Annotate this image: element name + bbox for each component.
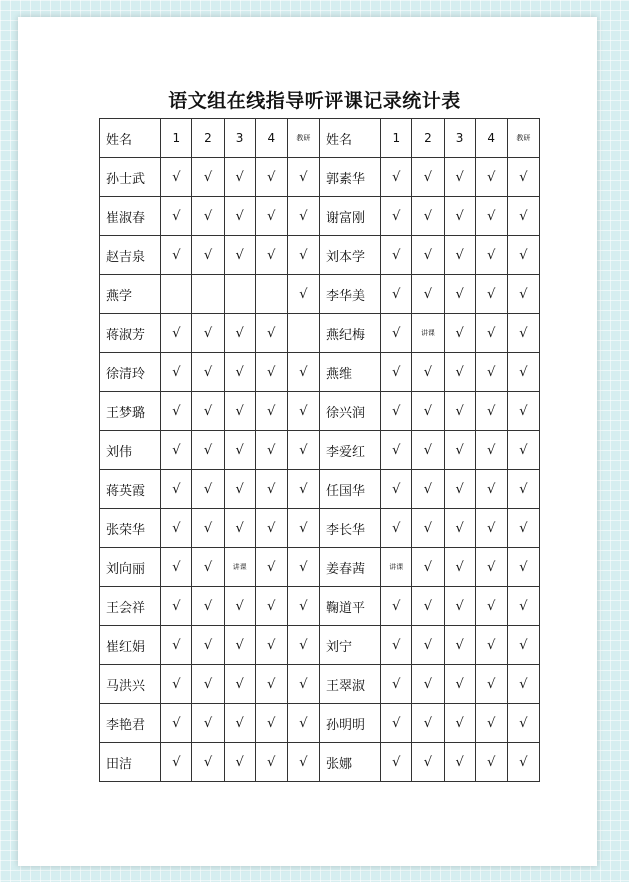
attendance-cell: √ [255,236,287,275]
attendance-cell: √ [444,665,475,704]
table-row [100,470,540,509]
teacher-name-cell: 刘向丽 [100,548,161,587]
attendance-cell: √ [444,431,475,470]
corner-ornament [28,27,58,57]
teacher-name-cell: 李艳君 [100,704,161,743]
attendance-cell: √ [192,626,224,665]
teacher-name-cell: 李长华 [319,509,380,548]
attendance-cell: √ [224,314,255,353]
attendance-cell: √ [192,548,224,587]
attendance-cell: √ [475,275,507,314]
attendance-cell: √ [412,548,444,587]
attendance-cell: √ [381,509,412,548]
attendance-cell: √ [255,743,287,782]
attendance-cell: √ [287,587,319,626]
teacher-name-cell: 崔淑春 [100,197,161,236]
attendance-cell: √ [192,197,224,236]
table-row [100,158,540,197]
attendance-cell: √ [161,470,192,509]
teacher-name-cell: 燕维 [319,353,380,392]
teacher-name-cell: 崔红娟 [100,626,161,665]
attendance-cell: √ [224,392,255,431]
attendance-cell: √ [161,743,192,782]
corner-ornament [557,826,587,856]
teacher-name-cell: 燕学 [100,275,161,314]
attendance-cell: √ [412,470,444,509]
attendance-cell: 讲课 [381,548,412,587]
attendance-cell: √ [192,665,224,704]
attendance-cell: √ [287,275,319,314]
header-cell: 教研 [287,119,319,158]
table-row [100,236,540,275]
attendance-cell: √ [224,236,255,275]
attendance-cell: √ [224,665,255,704]
teacher-name-cell: 蒋英霞 [100,470,161,509]
attendance-cell [287,314,319,353]
attendance-cell: √ [475,431,507,470]
attendance-cell: √ [412,158,444,197]
attendance-cell: √ [444,314,475,353]
teacher-name-cell: 郭素华 [319,158,380,197]
attendance-cell: √ [255,431,287,470]
table-row [100,626,540,665]
attendance-cell: √ [381,665,412,704]
attendance-cell: √ [381,704,412,743]
attendance-cell: √ [161,158,192,197]
attendance-cell: √ [192,158,224,197]
attendance-cell: √ [192,431,224,470]
attendance-cell: √ [381,236,412,275]
attendance-cell: √ [161,392,192,431]
attendance-cell: √ [412,236,444,275]
attendance-cell: √ [161,665,192,704]
attendance-cell [224,275,255,314]
teacher-name-cell: 张荣华 [100,509,161,548]
attendance-cell: √ [192,236,224,275]
attendance-cell: √ [381,158,412,197]
attendance-cell: √ [444,587,475,626]
teacher-name-cell: 鞠道平 [319,587,380,626]
attendance-cell: √ [224,158,255,197]
attendance-cell: √ [412,665,444,704]
attendance-cell: √ [507,392,539,431]
attendance-cell: √ [507,353,539,392]
attendance-cell: √ [224,197,255,236]
attendance-cell: √ [287,509,319,548]
header-cell: 1 [161,119,192,158]
attendance-cell: √ [507,587,539,626]
attendance-cell: √ [507,275,539,314]
teacher-name-cell: 谢富刚 [319,197,380,236]
attendance-cell: √ [287,158,319,197]
teacher-name-cell: 蒋淑芳 [100,314,161,353]
attendance-cell: √ [255,353,287,392]
attendance-cell: √ [475,392,507,431]
table-row [100,431,540,470]
attendance-cell: √ [161,626,192,665]
attendance-cell: √ [381,314,412,353]
attendance-cell: √ [412,587,444,626]
attendance-cell: √ [287,236,319,275]
attendance-cell: √ [192,392,224,431]
attendance-cell: √ [444,275,475,314]
attendance-cell: √ [412,197,444,236]
record-table [99,118,540,782]
attendance-cell: √ [475,665,507,704]
attendance-cell: √ [444,353,475,392]
attendance-cell: √ [192,704,224,743]
attendance-cell: √ [412,392,444,431]
attendance-cell: √ [192,353,224,392]
teacher-name-cell: 王会祥 [100,587,161,626]
attendance-cell: √ [412,431,444,470]
attendance-cell [192,275,224,314]
attendance-cell: √ [255,626,287,665]
corner-ornament [28,826,58,856]
attendance-cell: √ [507,704,539,743]
table-row [100,704,540,743]
attendance-cell: √ [287,431,319,470]
attendance-cell: √ [475,470,507,509]
attendance-cell: √ [161,587,192,626]
attendance-cell: √ [475,197,507,236]
attendance-cell: √ [475,626,507,665]
attendance-cell: √ [507,548,539,587]
header-cell: 3 [444,119,475,158]
attendance-cell: √ [381,197,412,236]
attendance-cell: √ [381,392,412,431]
attendance-cell: √ [255,665,287,704]
attendance-cell: √ [224,431,255,470]
header-cell: 4 [255,119,287,158]
attendance-cell: √ [507,236,539,275]
attendance-cell: 讲课 [224,548,255,587]
attendance-cell: √ [507,743,539,782]
teacher-name-cell: 刘宁 [319,626,380,665]
attendance-cell: √ [161,236,192,275]
teacher-name-cell: 张娜 [319,743,380,782]
attendance-cell: 讲课 [412,314,444,353]
attendance-cell: √ [255,587,287,626]
attendance-cell: √ [444,197,475,236]
attendance-cell: √ [255,704,287,743]
attendance-cell: √ [287,626,319,665]
attendance-cell: √ [412,743,444,782]
attendance-cell: √ [475,548,507,587]
table-row [100,665,540,704]
attendance-cell: √ [507,626,539,665]
attendance-cell: √ [444,626,475,665]
teacher-name-cell: 马洪兴 [100,665,161,704]
teacher-name-cell: 李爱红 [319,431,380,470]
attendance-cell: √ [161,509,192,548]
attendance-cell: √ [224,509,255,548]
attendance-cell: √ [381,353,412,392]
teacher-name-cell: 孙明明 [319,704,380,743]
attendance-cell: √ [507,314,539,353]
header-cell: 姓名 [100,119,161,158]
attendance-cell: √ [161,548,192,587]
attendance-cell: √ [507,470,539,509]
attendance-cell: √ [475,158,507,197]
header-cell: 3 [224,119,255,158]
attendance-cell: √ [412,509,444,548]
table-row [100,353,540,392]
attendance-cell: √ [444,509,475,548]
attendance-cell: √ [192,587,224,626]
teacher-name-cell: 王翠淑 [319,665,380,704]
attendance-cell: √ [507,158,539,197]
attendance-cell [161,275,192,314]
attendance-cell: √ [287,392,319,431]
header-cell: 1 [381,119,412,158]
attendance-cell: √ [475,236,507,275]
attendance-cell: √ [475,587,507,626]
teacher-name-cell: 姜春茜 [319,548,380,587]
teacher-name-cell: 田洁 [100,743,161,782]
attendance-cell: √ [255,158,287,197]
attendance-cell: √ [161,353,192,392]
attendance-cell: √ [287,704,319,743]
attendance-cell: √ [224,743,255,782]
attendance-cell: √ [192,314,224,353]
attendance-cell: √ [224,470,255,509]
attendance-cell: √ [287,548,319,587]
table-row [100,587,540,626]
attendance-cell: √ [475,509,507,548]
table-row [100,314,540,353]
table-row [100,197,540,236]
attendance-cell: √ [224,353,255,392]
teacher-name-cell: 徐兴润 [319,392,380,431]
attendance-cell: √ [381,587,412,626]
attendance-cell: √ [255,314,287,353]
attendance-cell: √ [381,431,412,470]
attendance-cell [255,275,287,314]
header-cell: 姓名 [319,119,380,158]
attendance-cell: √ [255,392,287,431]
teacher-name-cell: 王梦璐 [100,392,161,431]
attendance-cell: √ [224,626,255,665]
attendance-cell: √ [444,704,475,743]
teacher-name-cell: 李华美 [319,275,380,314]
attendance-cell: √ [192,743,224,782]
attendance-cell: √ [475,353,507,392]
attendance-cell: √ [192,470,224,509]
attendance-cell: √ [255,548,287,587]
attendance-cell: √ [475,743,507,782]
header-cell: 教研 [507,119,539,158]
header-cell: 2 [412,119,444,158]
table-row [100,548,540,587]
attendance-cell: √ [444,236,475,275]
attendance-cell: √ [381,743,412,782]
attendance-cell: √ [161,197,192,236]
attendance-cell: √ [412,626,444,665]
attendance-cell: √ [412,353,444,392]
attendance-cell: √ [287,197,319,236]
teacher-name-cell: 孙士武 [100,158,161,197]
teacher-name-cell: 徐清玲 [100,353,161,392]
table-row [100,275,540,314]
table-header-row [100,119,540,158]
table-row [100,743,540,782]
attendance-cell: √ [192,509,224,548]
attendance-cell: √ [224,704,255,743]
attendance-cell: √ [507,665,539,704]
header-cell: 4 [475,119,507,158]
attendance-cell: √ [255,509,287,548]
teacher-name-cell: 刘伟 [100,431,161,470]
attendance-cell: √ [444,392,475,431]
teacher-name-cell: 燕纪梅 [319,314,380,353]
attendance-cell: √ [475,314,507,353]
attendance-cell: √ [287,353,319,392]
attendance-cell: √ [444,158,475,197]
attendance-cell: √ [507,509,539,548]
teacher-name-cell: 刘本学 [319,236,380,275]
attendance-cell: √ [161,314,192,353]
header-cell: 2 [192,119,224,158]
table-row [100,392,540,431]
attendance-cell: √ [287,743,319,782]
attendance-cell: √ [381,470,412,509]
attendance-cell: √ [475,704,507,743]
table-row [100,509,540,548]
attendance-cell: √ [287,470,319,509]
teacher-name-cell: 赵吉泉 [100,236,161,275]
attendance-cell: √ [255,470,287,509]
attendance-cell: √ [287,665,319,704]
attendance-cell: √ [255,197,287,236]
attendance-cell: √ [161,431,192,470]
attendance-cell: √ [381,626,412,665]
page-title: 语文组在线指导听评课记录统计表 [168,90,461,112]
attendance-cell: √ [161,704,192,743]
attendance-cell: √ [444,548,475,587]
attendance-cell: √ [412,704,444,743]
attendance-cell: √ [507,431,539,470]
corner-ornament [557,27,587,57]
attendance-cell: √ [444,743,475,782]
attendance-cell: √ [412,275,444,314]
attendance-cell: √ [507,197,539,236]
attendance-cell: √ [224,587,255,626]
attendance-cell: √ [444,470,475,509]
teacher-name-cell: 任国华 [319,470,380,509]
attendance-cell: √ [381,275,412,314]
